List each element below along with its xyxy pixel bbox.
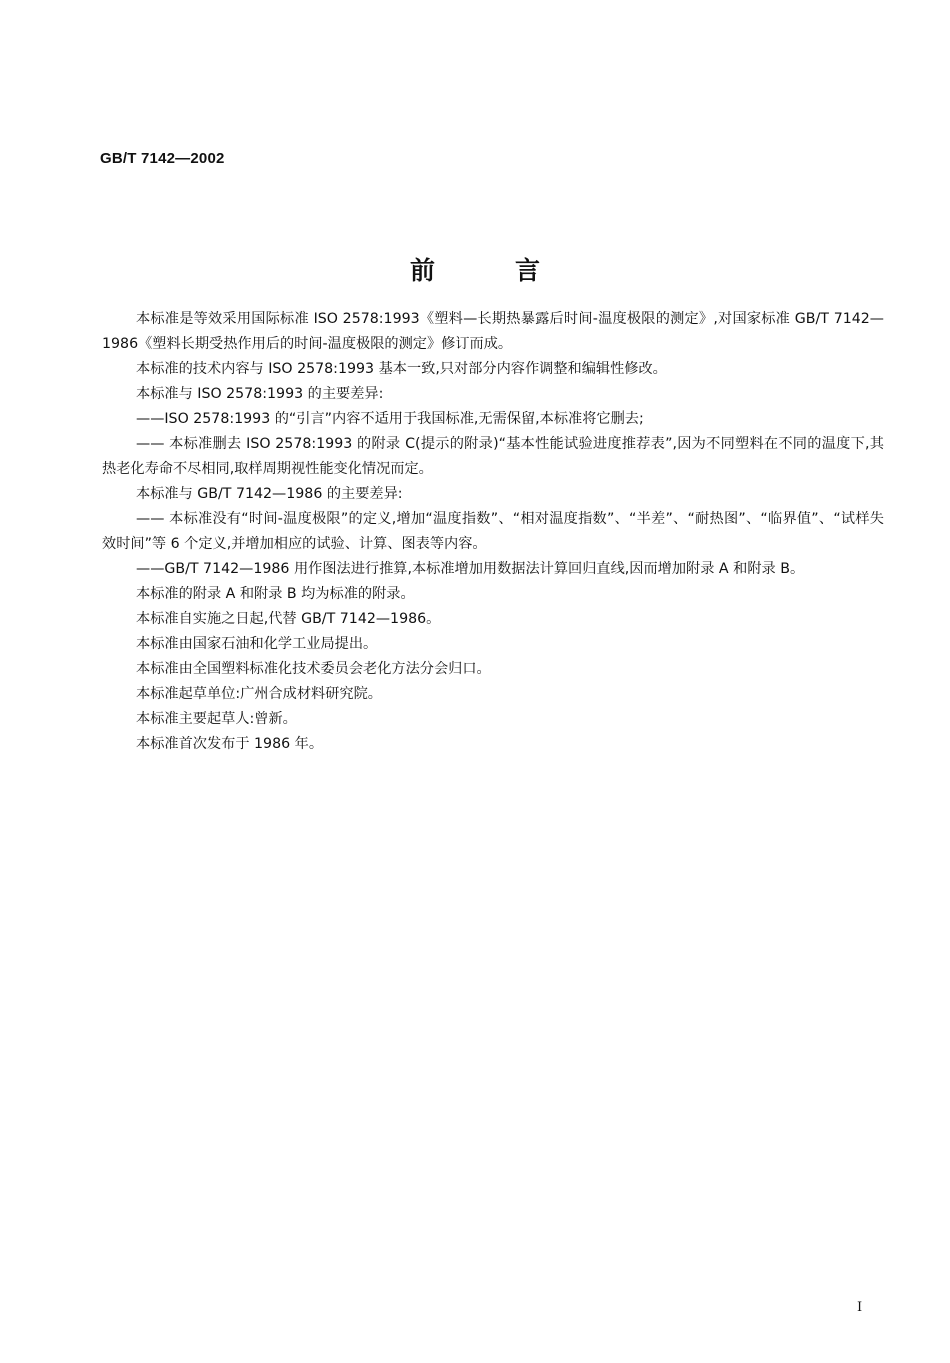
list-item: ——GB/T 7142—1986 用作图法进行推算,本标准增加用数据法计算回归直线,因而增加附录 A 和附录 B。 (136, 561, 805, 577)
list-item: —— 本标准删去 ISO 2578:1993 的附录 C(提示的附录)“基本性能试验进度推荐表”,因为不同塑料在不同的温度下,其热老化寿命不尽相同,取样周期视性能变化情况而定。 (102, 436, 884, 477)
paragraph: 本标准与 ISO 2578:1993 的主要差异: (136, 386, 384, 402)
paragraph: 本标准由全国塑料标准化技术委员会老化方法分会归口。 (136, 661, 491, 677)
standard-code: GB/T 7142—2002 (100, 150, 225, 167)
foreword-body (102, 307, 884, 757)
list-item: ——ISO 2578:1993 的“引言”内容不适用于我国标准,无需保留,本标准将它删去; (136, 411, 644, 427)
paragraph: 本标准首次发布于 1986 年。 (136, 736, 324, 752)
page-number: I (857, 1300, 863, 1315)
paragraph: 本标准由国家石油和化学工业局提出。 (136, 636, 378, 652)
list-item: —— 本标准没有“时间-温度极限”的定义,增加“温度指数”、“相对温度指数”、“半差”、“耐热图”、“临界值”、“试样失效时间”等 6 个定义,并增加相应的试验、计算、图表等内容。 (102, 511, 884, 552)
paragraph: 本标准与 GB/T 7142—1986 的主要差异: (136, 486, 403, 502)
paragraph: 本标准是等效采用国际标准 ISO 2578:1993《塑料—长期热暴露后时间-温度极限的测定》,对国家标准 GB/T 7142—1986《塑料长期受热作用后的时间-温度极限的测定》修订而成。 (102, 311, 884, 352)
paragraph: 本标准起草单位:广州合成材料研究院。 (136, 686, 382, 702)
paragraph: 本标准自实施之日起,代替 GB/T 7142—1986。 (136, 611, 441, 627)
paragraph: 本标准的附录 A 和附录 B 均为标准的附录。 (136, 586, 415, 602)
paragraph: 本标准主要起草人:曾新。 (136, 711, 297, 727)
paragraph: 本标准的技术内容与 ISO 2578:1993 基本一致,只对部分内容作调整和编辑性修改。 (136, 361, 667, 377)
section-title: 前言 (409, 256, 620, 285)
